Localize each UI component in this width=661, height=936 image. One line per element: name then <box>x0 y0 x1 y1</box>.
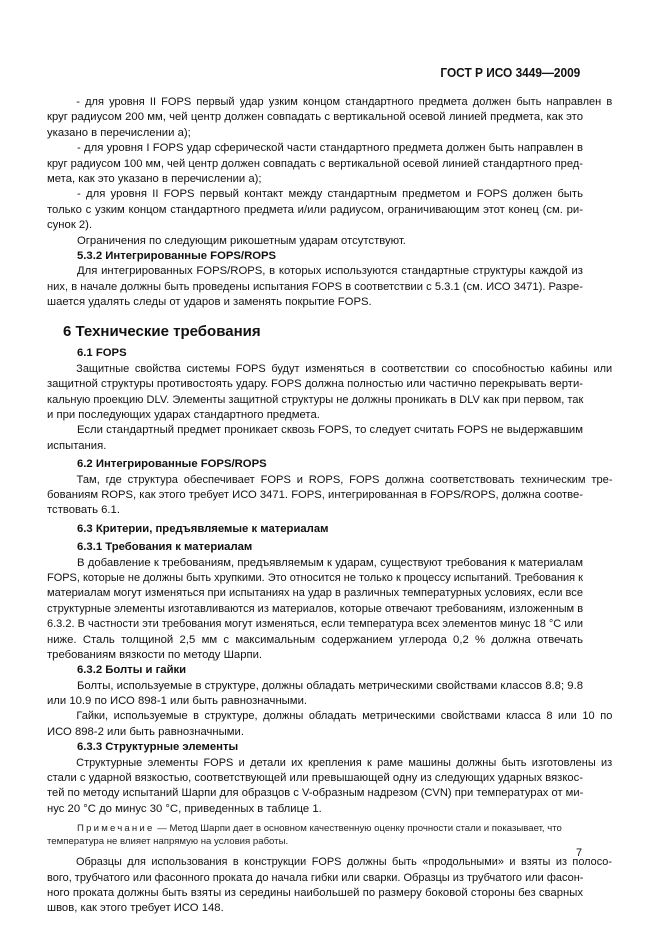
paragraph-line: или 10.9 по ИСО 898-1 или быть равнозначными. <box>47 695 308 708</box>
section-heading: 5.3.2 Интегрированные FOPS/ROPS <box>77 249 277 262</box>
note-label: Примечание <box>77 823 155 835</box>
list-item-line: указано в перечислении а); <box>47 126 191 139</box>
paragraph-line: и при последующих ударах стандартного предмета. <box>47 409 320 422</box>
section-6 <box>47 320 613 916</box>
section-heading: 6.2 Интегрированные FOPS/ROPS <box>77 458 267 471</box>
paragraph-line: Структурные элементы FOPS и детали их крепления к раме машины должны быть изготовлены из <box>76 756 613 769</box>
paragraph-line: шается удалять следы от ударов и заменять покрытие FOPS. <box>47 296 372 309</box>
paragraph-line: вого, трубчатого или фасонного проката до начала гибки или сварки. Образцы из трубчатого или фасон- <box>47 871 584 884</box>
paragraph-line: ниже. Сталь толщиной 2,5 мм с максимальным содержанием углерода 0,2 % должна отвечать <box>47 633 583 646</box>
chapter-heading: 6 Технические требования <box>63 323 261 341</box>
note-line: температура не влияет напрямую на условия работы. <box>47 836 289 848</box>
paragraph-line: испытания. <box>47 439 107 452</box>
paragraph-line: тей по методу испытаний Шарпи для образцов с V-образным надрезом (CVN) при температурах от ми- <box>47 787 584 800</box>
paragraph-line: Защитные свойства системы FOPS будут изменяться в соответствии со способностью кабины или <box>76 362 613 375</box>
note-line <box>47 822 583 835</box>
paragraph-line: Образцы для использования в конструкции FOPS должны быть «продольными» и взяты из полосо- <box>75 856 612 869</box>
paragraph-line: требованиям вязкости по методу Шарпи. <box>47 648 263 661</box>
note-block <box>47 822 583 848</box>
paragraph-line: ИСО 898-2 или быть равнозначными. <box>47 725 245 738</box>
specimen-paragraph <box>47 855 612 917</box>
list-item-line: - для уровня II FOPS первый удар узким концом стандартного предмета должен быть направлен в <box>76 96 613 108</box>
list-item-line: только с узким концом стандартного предмета и/или радиусом, ограничивающим этот конец (см. ри- <box>47 203 583 216</box>
document-body <box>47 95 613 917</box>
list-item-line: - для уровня I FOPS удар сферической части стандартного предмета должен быть направлен в <box>77 142 583 155</box>
note-text: — Метод Шарпи дает в основном качественную оценку прочности стали и показывает, что <box>154 823 562 835</box>
paragraph-line: нус 20 °С до минус 30 °С, приведенных в таблице 1. <box>47 802 322 815</box>
page-number: 7 <box>576 847 583 859</box>
section-heading: 6.3.3 Структурные элементы <box>77 741 239 754</box>
paragraph-line: Болты, используемые в структуре, должны обладать метрическими свойствами классов 8.8; 9.8 <box>77 679 583 692</box>
list-item-line: - для уровня II FOPS первый контакт между стандартным предметом и FOPS должен быть <box>77 188 583 201</box>
section-heading: 6.3.1 Требования к материалам <box>77 541 253 554</box>
paragraph-line: защитной структуры противостоять удару. FOPS должна полностью или частично перекрывать верти- <box>47 378 584 391</box>
paragraph-line: В добавление к требованиям, предъявляемым к ударам, существуют требования к материалам <box>77 556 583 569</box>
paragraph-line: структурные элементы изготавливаются из материалов, которые отвечают требованиям, изложенным в <box>47 602 584 615</box>
paragraph-line: стали с ударной вязкостью, соответствующей или превышающей одну из следующих ударных вязкос- <box>47 772 583 785</box>
section-5-3-2 <box>47 249 583 311</box>
paragraph-line: Для интегрированных FOPS/ROPS, в которых используются стандартные структуры каждой из <box>77 265 583 278</box>
paragraph-line: швов, как этого требует ИСО 148. <box>47 902 224 915</box>
paragraph-line: ного проката должны быть взяты из середины наибольшей по размеру боковой стороны без сварных <box>47 886 583 899</box>
paragraph-line: 6.3.2. В частности эти требования могут изменяться, если температура всех элементов минус 18 °С или <box>47 618 584 631</box>
section-6-3 <box>47 522 613 917</box>
list-item-line: круг радиусом 100 мм, чей центр должен совпадать с вертикальной осевой линией стандартного пред- <box>47 157 584 170</box>
paragraph-line: бованиям ROPS, как этого требует ИСО 3471. FOPS, интегрированная в FOPS/ROPS, должна соотве- <box>47 488 583 501</box>
paragraph-line: FOPS, которые не должны быть хрупкими. Это относится не только к процессу испытаний. Требования к <box>47 571 583 584</box>
list-item-line: мета, как это указано в перечислении а); <box>47 172 262 185</box>
paragraph-line: тствовать 6.1. <box>47 504 120 517</box>
paragraph-line: Ограничения по следующим рикошетным ударам отсутствуют. <box>77 234 406 247</box>
paragraph-line: кальную проекцию DLV. Элементы защитной структуры не должны проникать в DLV как при первом, так <box>47 393 584 406</box>
paragraph-line: них, в начале должны быть проведены испытания FOPS в соответствии с 5.3.1 (см. ИСО 3471). Разре- <box>47 280 583 293</box>
paragraph-line: Там, где структура обеспечивает FOPS и ROPS, FOPS должна соответствовать техническим тре- <box>76 473 613 486</box>
section-6-3-3 <box>47 740 613 917</box>
section-6-2 <box>47 457 613 519</box>
paragraph-line: Если стандартный предмет проникает сквозь FOPS, то следует считать FOPS не выдержавшим <box>77 424 583 437</box>
standard-header: ГОСТ Р ИСО 3449—2009 <box>440 66 580 80</box>
section-6-1 <box>47 346 613 454</box>
section-heading: 6.3 Критерии, предъявляемые к материалам <box>77 522 329 535</box>
paragraph-line: Гайки, используемые в структуре, должны обладать метрическими свойствами класса 8 или 10 по <box>76 710 613 723</box>
list-item-line: сунок 2). <box>47 219 93 232</box>
impact-requirements-list <box>47 95 613 249</box>
paragraph-line: материалам могут изменяться при испытаниях на удар в различных температурных условиях, если все <box>47 587 584 600</box>
section-heading: 6.3.2 Болты и гайки <box>77 664 187 677</box>
list-item-line: круг радиусом 200 мм, чей центр должен совпадать с вертикальной осевой линией предмета, как это <box>47 111 583 124</box>
section-heading: 6.1 FOPS <box>77 347 127 360</box>
section-6-3-2 <box>47 663 613 740</box>
section-6-3-1 <box>47 540 583 663</box>
